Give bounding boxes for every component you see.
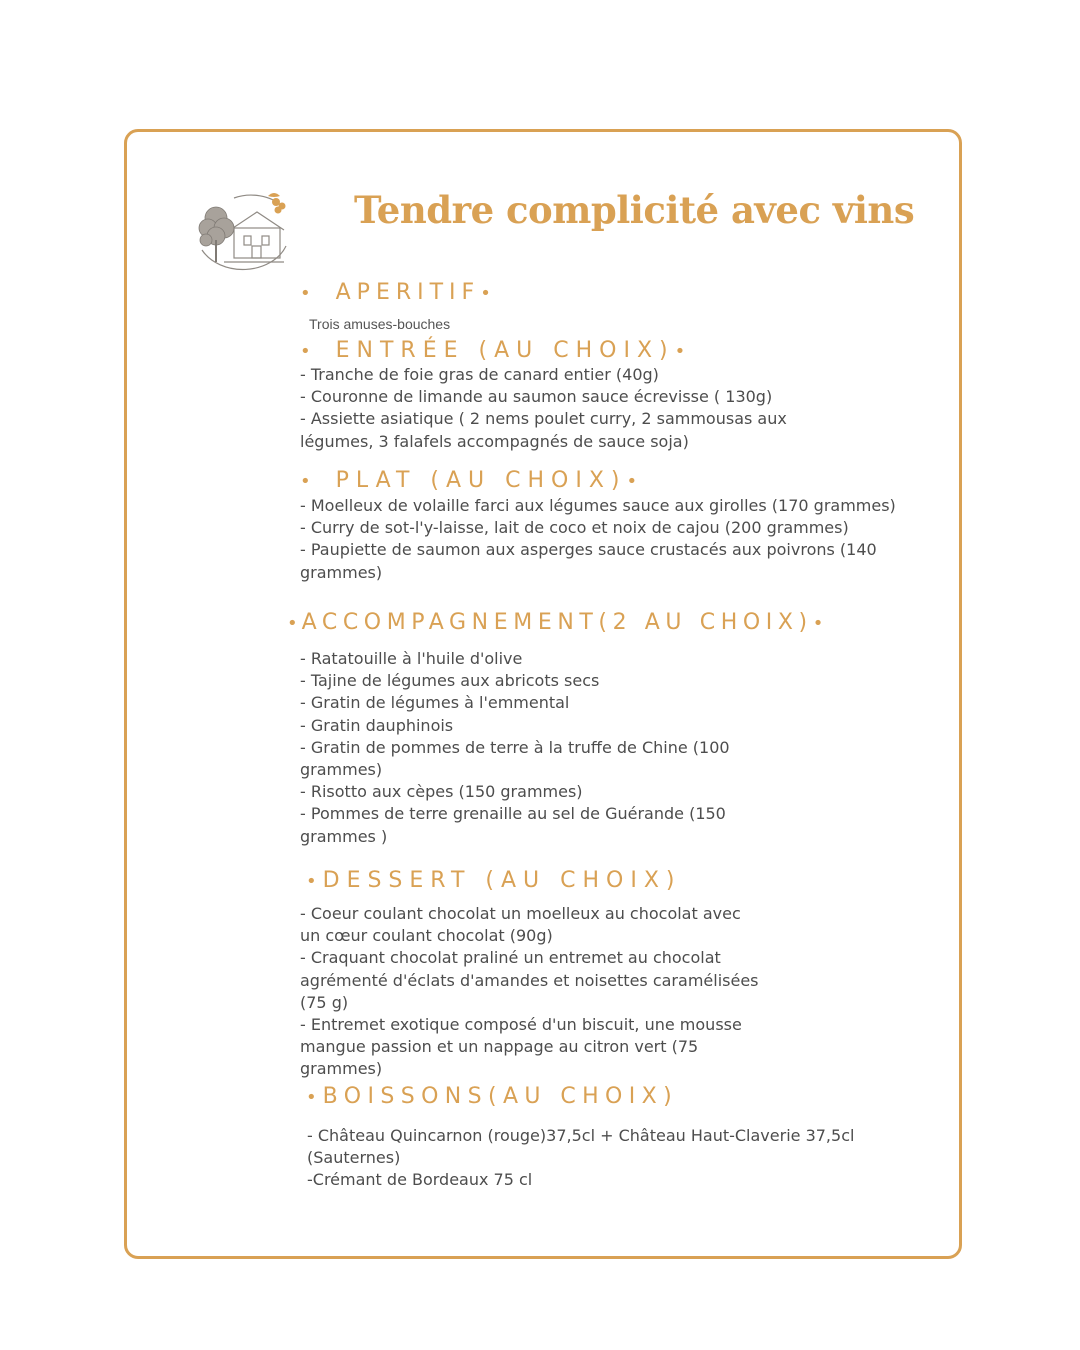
aperitif-heading-text: APERITIF	[335, 280, 481, 305]
list-item: - Assiette asiatique ( 2 nems poulet curry, 2 sammousas aux	[300, 409, 787, 429]
bullet-icon: •	[300, 471, 311, 492]
entree-list	[300, 364, 787, 453]
list-item: - Risotto aux cèpes (150 grammes)	[300, 782, 583, 802]
bullet-icon: •	[626, 471, 638, 492]
list-item: - Gratin de légumes à l'emmental	[300, 693, 570, 713]
list-item: - Gratin de pommes de terre à la truffe de Chine (100	[300, 737, 730, 757]
list-item: - Couronne de limande au saumon sauce écrevisse ( 130g)	[300, 387, 773, 407]
plat-heading	[300, 468, 637, 493]
list-item: (75 g)	[300, 992, 349, 1012]
dessert-heading	[306, 868, 682, 893]
bullet-icon: •	[300, 341, 311, 362]
list-item: - Paupiette de saumon aux asperges sauce crustacés aux poivrons (140	[300, 540, 877, 560]
entree-heading-text: ENTRÉE (AU CHOIX)	[335, 338, 675, 363]
list-item: - Craquant chocolat praliné un entremet au chocolat	[300, 948, 721, 968]
list-item: grammes)	[300, 1059, 383, 1079]
list-item: - Gratin dauphinois	[300, 715, 454, 735]
accompagnement-heading-text: ACCOMPAGNEMENT(2 AU CHOIX)	[301, 610, 813, 635]
menu-title: Tendre complicité avec vins	[354, 188, 915, 232]
bullet-icon: •	[812, 613, 824, 634]
list-item: - Tranche de foie gras de canard entier (40g)	[300, 365, 659, 384]
list-item: -Crémant de Bordeaux 75 cl	[307, 1170, 533, 1190]
list-item: agrémenté d'éclats d'amandes et noisettes caramélisées	[300, 970, 759, 990]
aperitif-heading	[300, 280, 491, 305]
bullet-icon: •	[480, 283, 491, 304]
list-item: - Tajine de légumes aux abricots secs	[300, 671, 600, 691]
list-item: légumes, 3 falafels accompagnés de sauce soja)	[300, 431, 689, 451]
list-item: - Château Quincarnon (rouge)37,5cl + Château Haut-Claverie 37,5cl	[307, 1126, 855, 1145]
dessert-list	[300, 903, 759, 1081]
list-item: grammes)	[300, 562, 383, 582]
accompagnement-heading	[287, 610, 823, 635]
bullet-icon: •	[306, 1087, 317, 1108]
list-item: - Entremet exotique composé d'un biscuit, une mousse	[300, 1015, 742, 1035]
chateau-tree-grape-logo	[194, 188, 294, 278]
bullet-icon: •	[287, 613, 298, 634]
list-item: - Curry de sot-l'y-laisse, lait de coco et noix de cajou (200 grammes)	[300, 518, 849, 538]
boissons-list	[307, 1125, 854, 1192]
bullet-icon: •	[306, 871, 317, 892]
list-item: grammes)	[300, 760, 383, 780]
list-item: - Moelleux de volaille farci aux légumes sauce aux girolles (170 grammes)	[300, 496, 896, 515]
boissons-heading-text: BOISSONS(AU CHOIX)	[322, 1084, 679, 1109]
list-item: - Coeur coulant chocolat un moelleux au chocolat avec	[300, 904, 741, 923]
bullet-icon: •	[674, 341, 686, 362]
list-item: mangue passion et un nappage au citron vert (75	[300, 1037, 699, 1057]
plat-heading-text: PLAT (AU CHOIX)	[335, 468, 627, 493]
list-item: - Ratatouille à l'huile d'olive	[300, 649, 523, 668]
list-item: - Pommes de terre grenaille au sel de Guérande (150	[300, 804, 726, 824]
list-item: grammes )	[300, 826, 388, 846]
entree-heading	[300, 338, 685, 363]
bullet-icon: •	[300, 283, 311, 304]
aperitif-subtitle: Trois amuses-bouches	[309, 316, 451, 332]
dessert-heading-text: DESSERT (AU CHOIX)	[322, 868, 682, 893]
list-item: un cœur coulant chocolat (90g)	[300, 926, 553, 946]
accompagnement-list	[300, 648, 730, 848]
list-item: (Sauternes)	[307, 1148, 401, 1168]
boissons-heading	[306, 1084, 678, 1109]
plat-list	[300, 495, 896, 584]
